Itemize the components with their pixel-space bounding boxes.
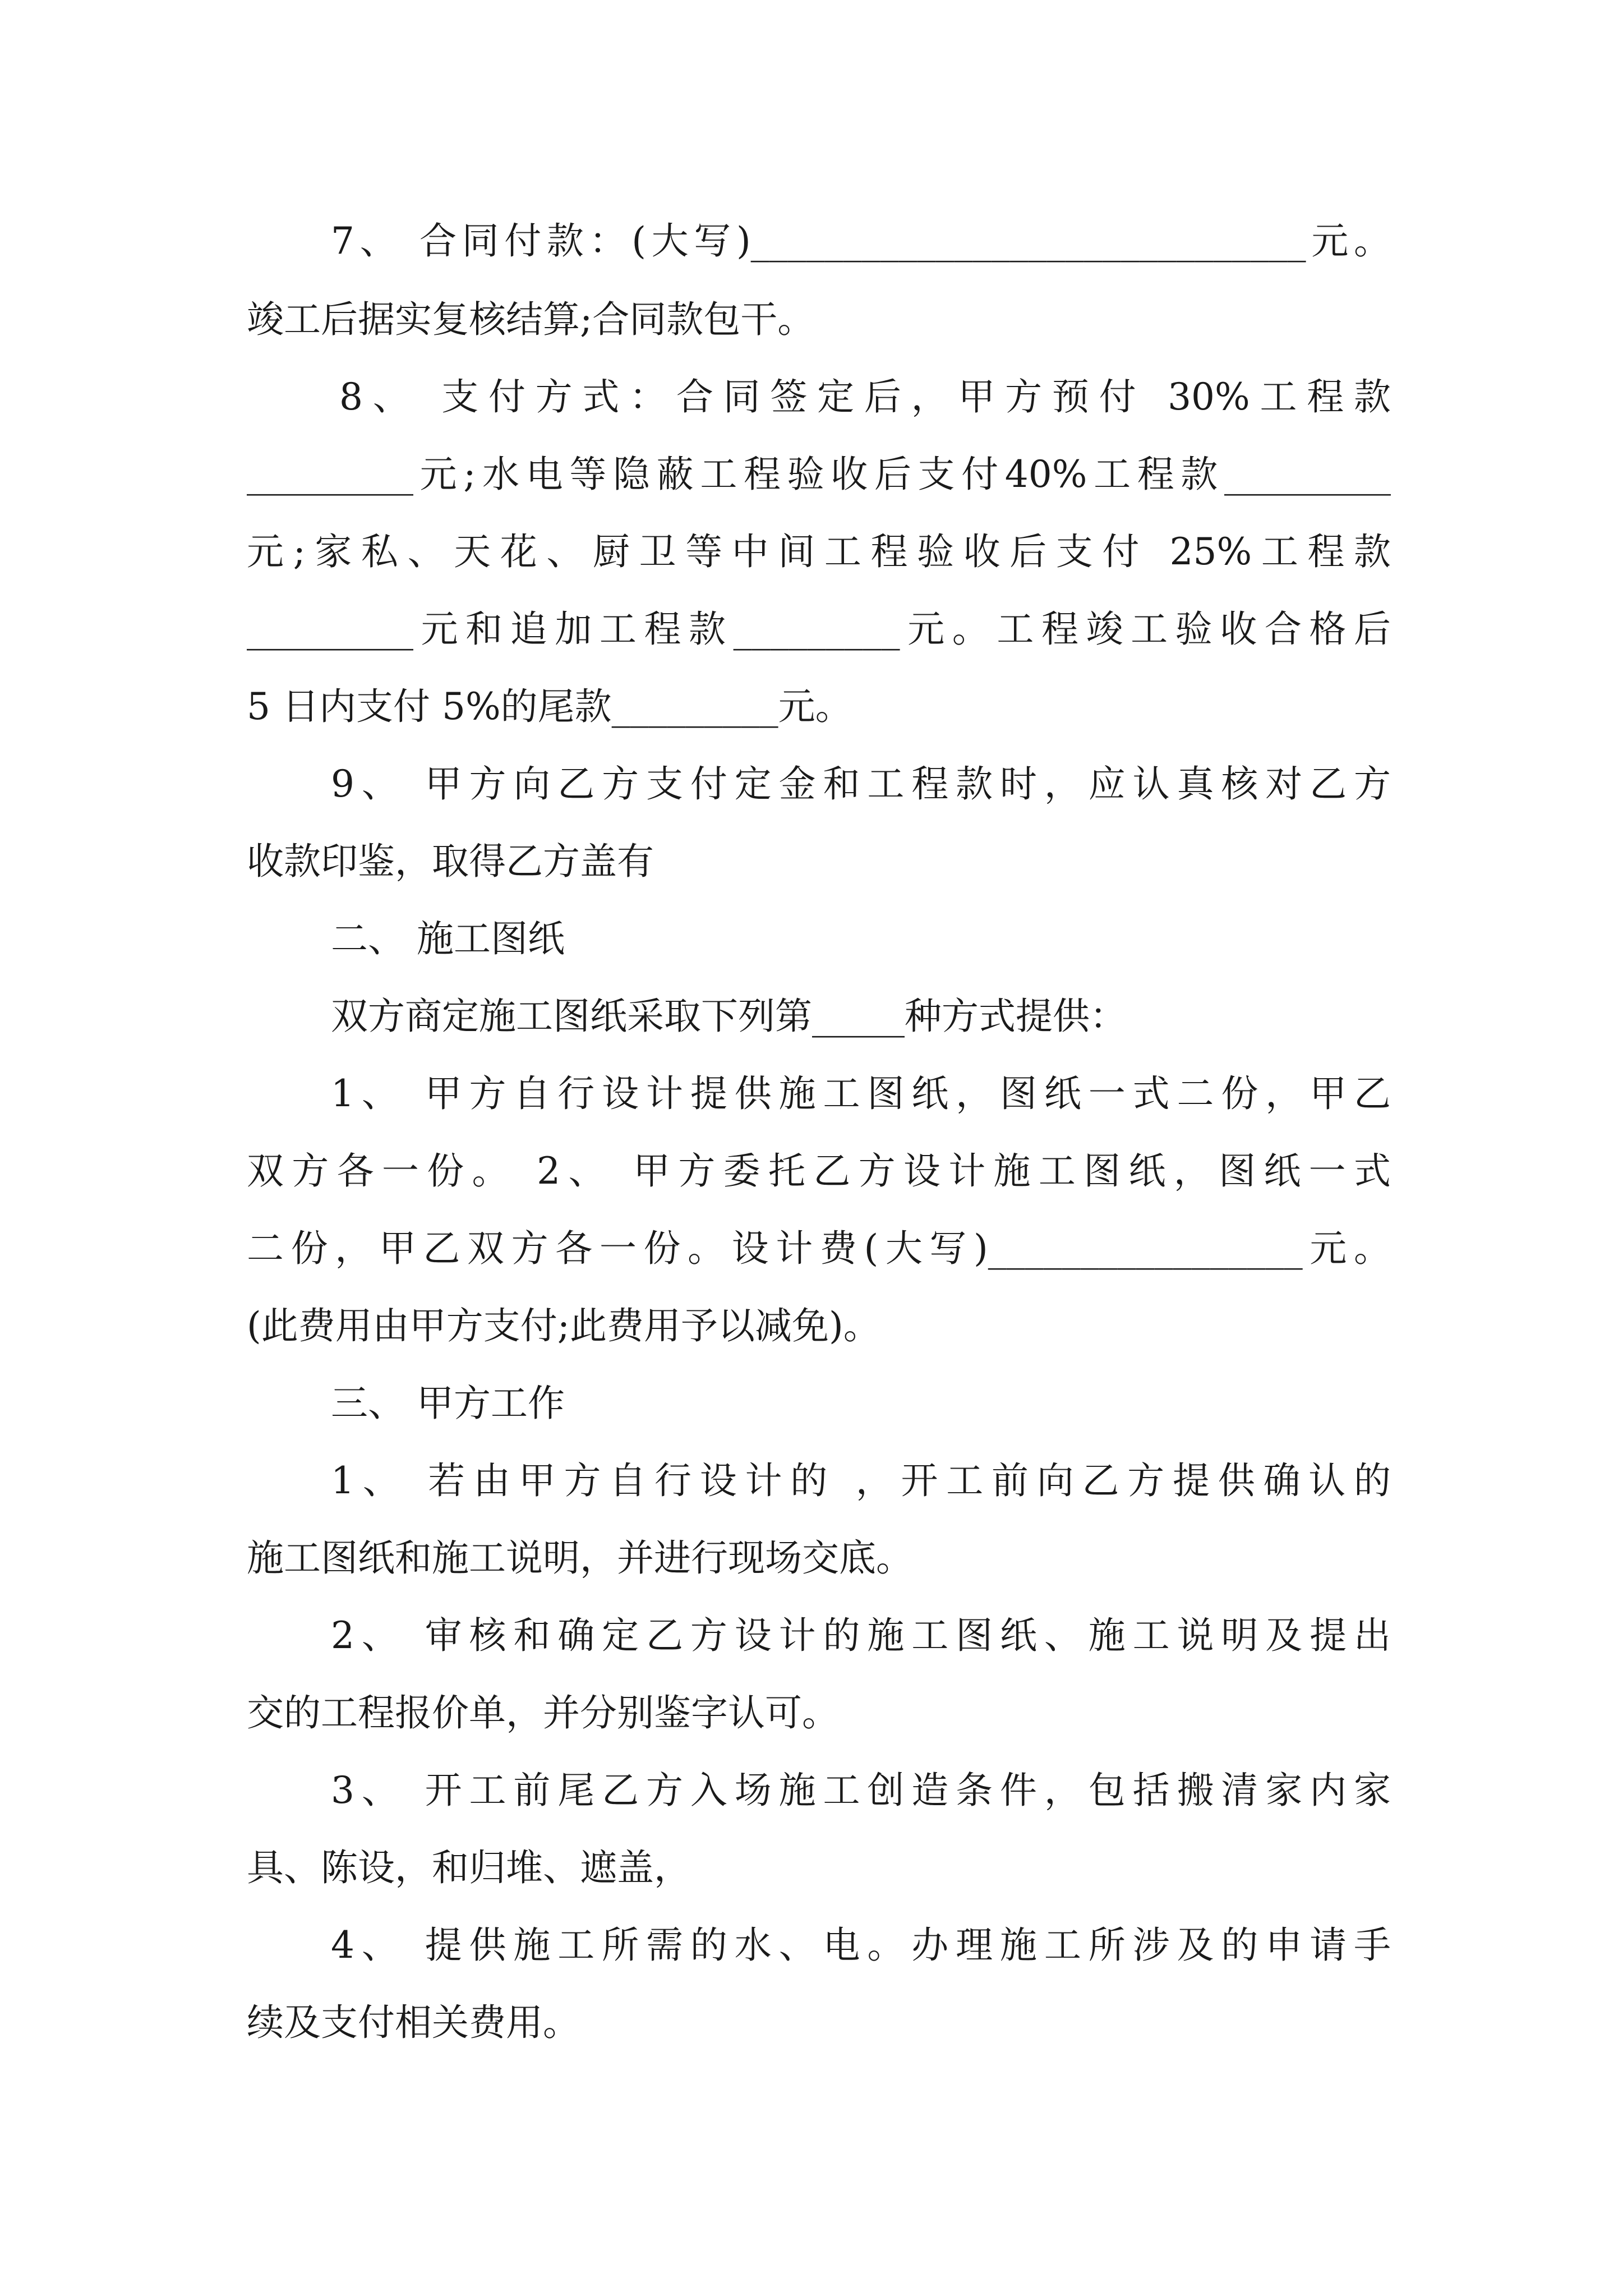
section-2-heading: 二、 施工图纸 xyxy=(331,917,565,960)
section-2-fee-note: (此费用由甲方支付;此费用予以减免)。 xyxy=(247,1304,880,1347)
section-3-item-1-line-2: 施工图纸和施工说明，并进行现场交底。 xyxy=(247,1536,913,1580)
section-3-item-4: 4、 提供施工所需的水、电。办理施工所涉及的申请手 xyxy=(331,1924,1391,1967)
section-3-item-2-line-2: 交的工程报价单，并分别鉴字认可。 xyxy=(247,1691,839,1734)
section-2-item-1: 1、 甲方自行设计提供施工图纸，图纸一式二份，甲乙 xyxy=(331,1072,1391,1115)
section-3-item-1: 1、 若由甲方自行设计的 ，开工前向乙方提供确认的 xyxy=(331,1459,1391,1502)
clause-9-line-2: 收款印鉴，取得乙方盖有 xyxy=(247,840,654,883)
section-2-intro: 双方商定施工图纸采取下列第_____种方式提供： xyxy=(331,995,1127,1038)
section-3-item-3-line-2: 具、陈设，和归堆、遮盖， xyxy=(247,1846,691,1889)
clause-7-settlement-text: 竣工后据实复核结算;合同款包干。 xyxy=(247,298,815,341)
clause-8-line-2: _________元;水电等隐蔽工程验收后支付40%工程款_________ xyxy=(247,453,1391,496)
clause-8-line-4: _________元和追加工程款_________元。工程竣工验收合格后 xyxy=(247,608,1391,651)
section-3-item-4-line-2: 续及支付相关费用。 xyxy=(247,2001,580,2044)
section-3-heading: 三、 甲方工作 xyxy=(331,1382,565,1425)
section-3-item-3: 3、 开工前尾乙方入场施工创造条件，包括搬清家内家 xyxy=(331,1769,1391,1812)
clause-8-line-3: 元;家私、天花、厨卫等中间工程验收后支付 25%工程款 xyxy=(247,530,1391,573)
clause-7-contract-payment: 7、 合同付款：(大写)______________________________元。 xyxy=(331,219,1391,263)
section-2-design-fee: 二份，甲乙双方各一份。设计费(大写)_________________元。 xyxy=(247,1227,1391,1270)
clause-8-payment-method: 8、 支付方式：合同签定后，甲方预付 30%工程款 xyxy=(339,375,1391,418)
section-3-item-2: 2、 审核和确定乙方设计的施工图纸、施工说明及提出 xyxy=(331,1614,1391,1657)
clause-9-verify-payment: 9、 甲方向乙方支付定金和工程款时，应认真核对乙方 xyxy=(331,762,1391,806)
clause-8-line-5: 5 日内支付 5%的尾款_________元。 xyxy=(247,685,852,728)
section-2-item-1-line-2: 双方各一份。 2、 甲方委托乙方设计施工图纸，图纸一式 xyxy=(247,1149,1391,1193)
